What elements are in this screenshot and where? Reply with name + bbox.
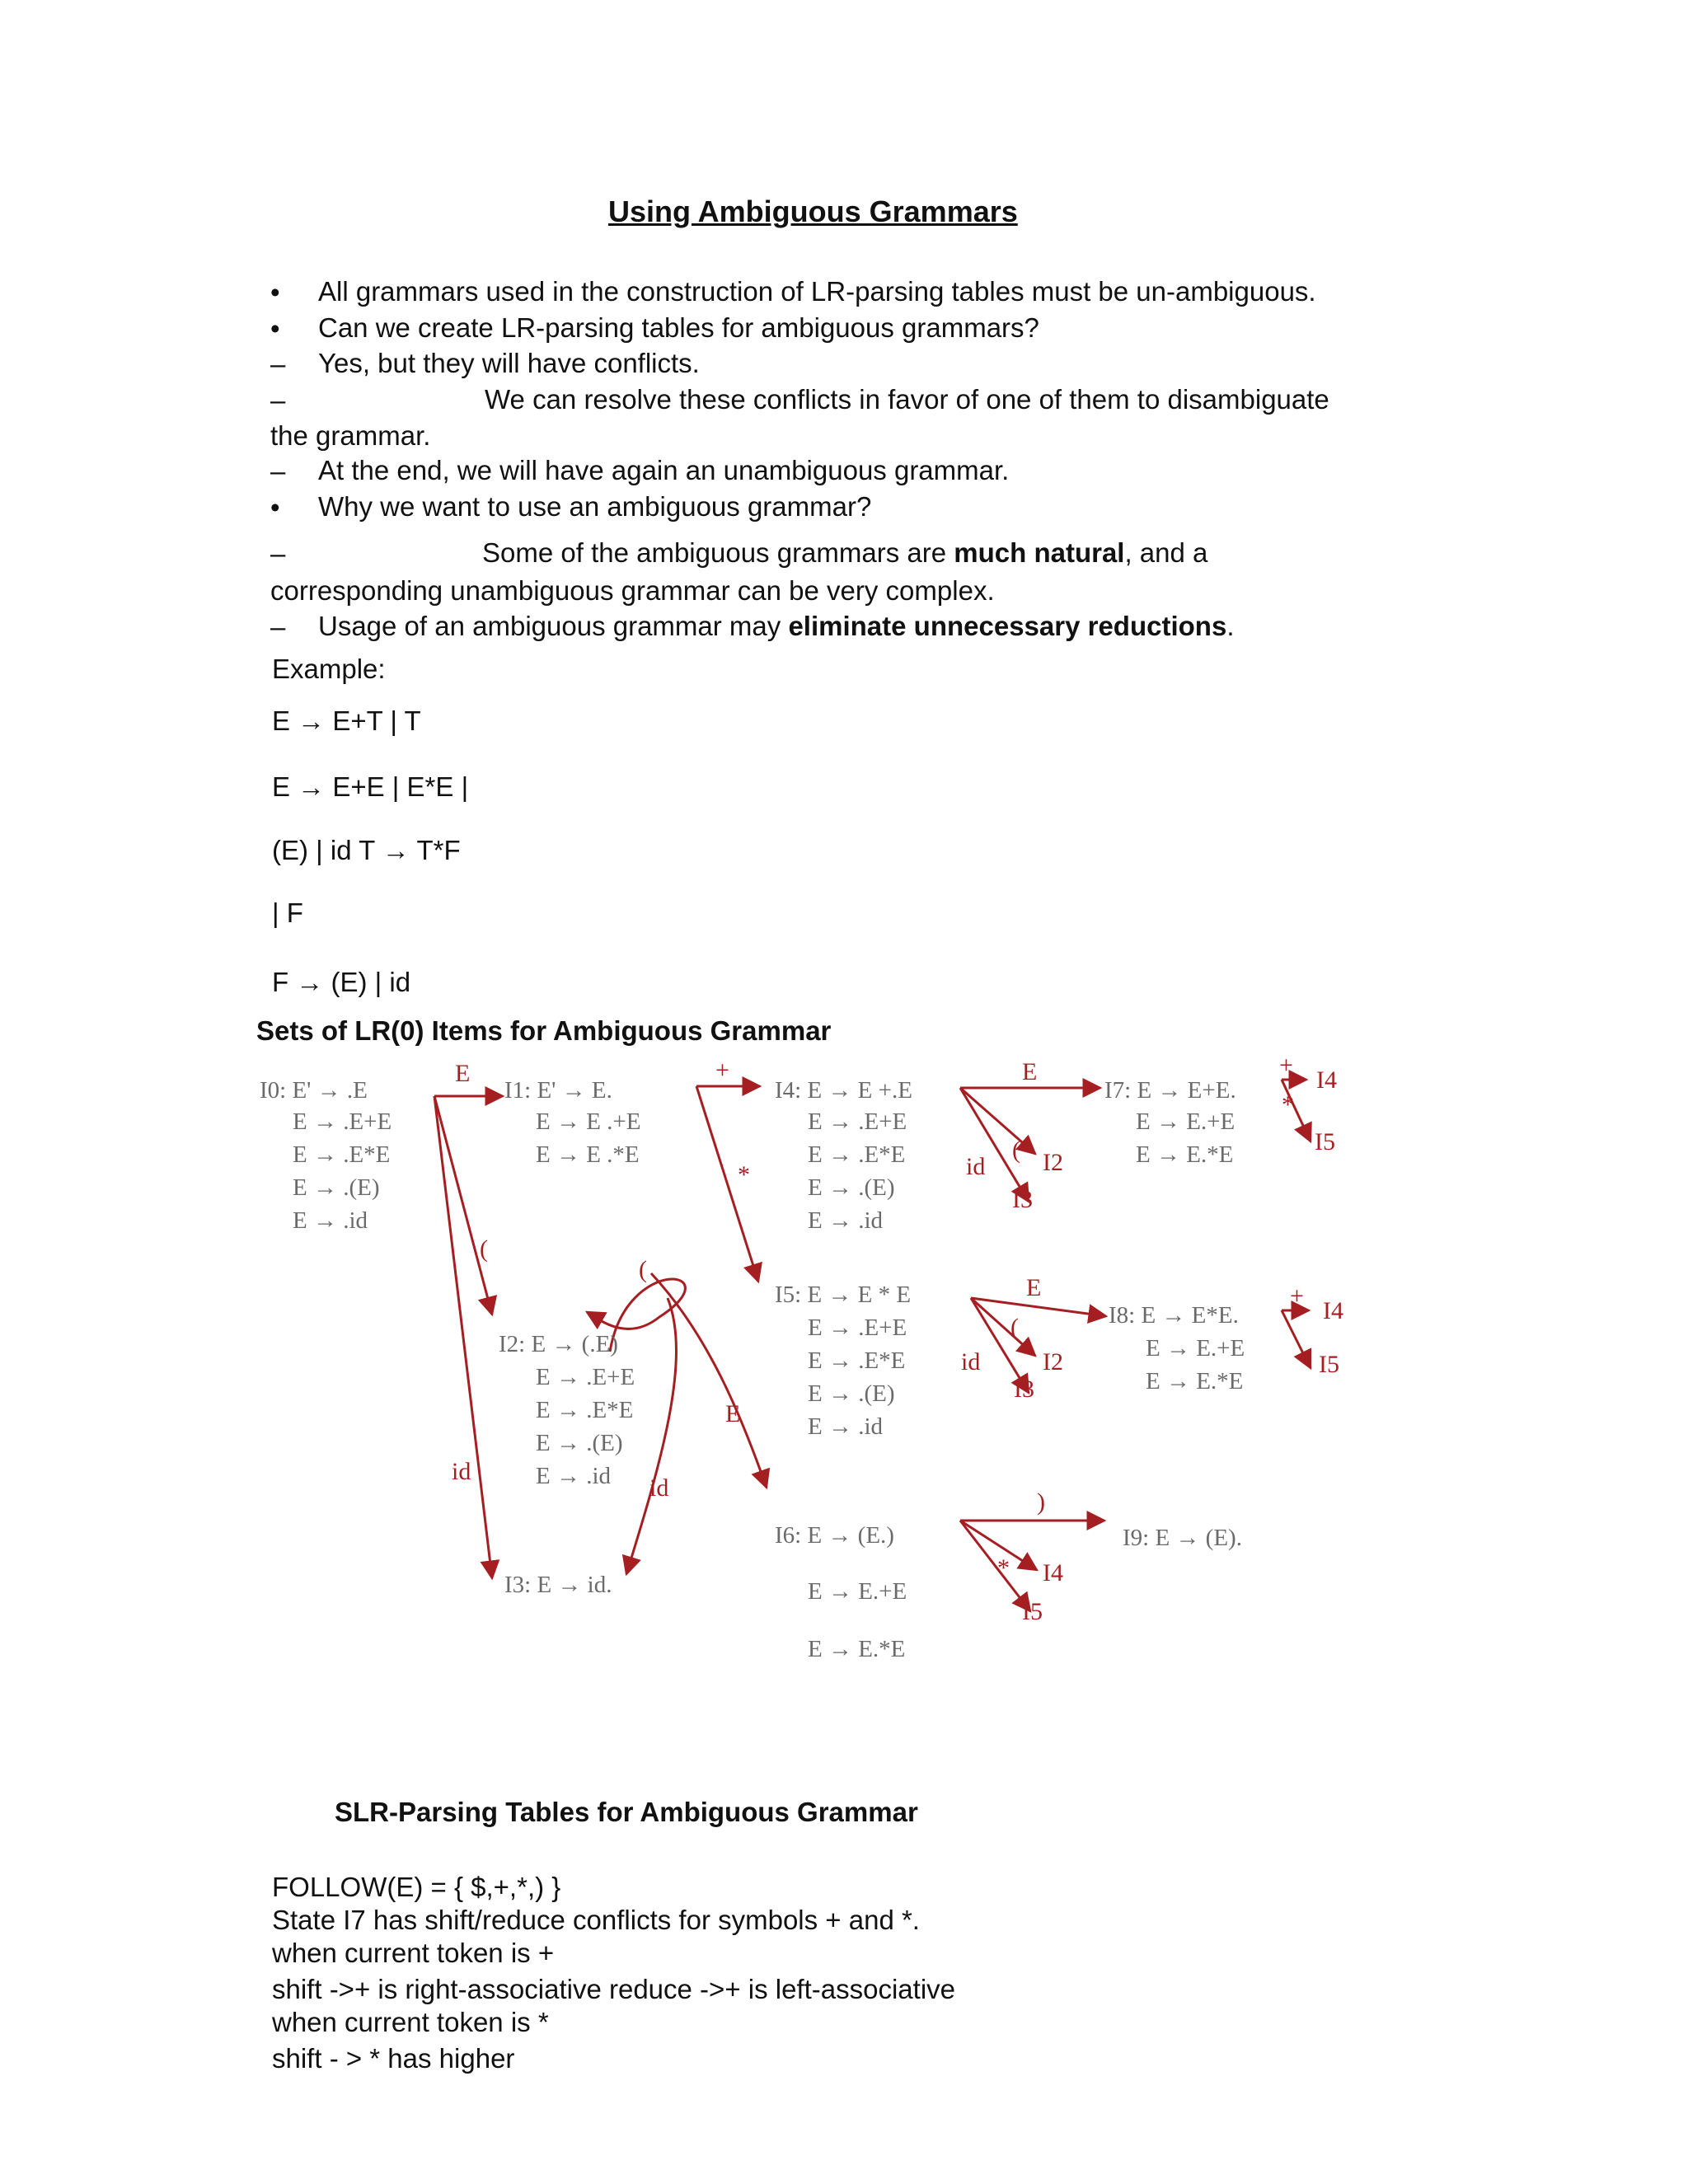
grammar-line: E → E+E | E*E | [272, 771, 469, 802]
state-item: E → E .+E [536, 1108, 641, 1135]
bullet-text: Some of the ambiguous grammars are much natural, and a [482, 537, 1208, 568]
edge-label: I5 [1319, 1351, 1339, 1378]
lr0-heading: Sets of LR(0) Items for Ambiguous Grammar [256, 1015, 832, 1046]
edge-label: I4 [1323, 1297, 1343, 1324]
state-label: I0: E' → .E [260, 1077, 368, 1104]
edge-label: * [738, 1161, 750, 1188]
state-item: E → E.+E [808, 1578, 907, 1605]
state-item: E → .E+E [293, 1108, 392, 1135]
edge-label: ( [1010, 1314, 1019, 1341]
bullet-marker: • [270, 313, 280, 344]
bullet-marker: – [270, 538, 286, 569]
state-label: I7: E → E+E. [1104, 1077, 1236, 1104]
state-item: E → E.*E [1136, 1141, 1234, 1168]
edge-i2-i6 [651, 1273, 767, 1488]
edge-label: I2 [1043, 1149, 1063, 1176]
edge-label: id [649, 1474, 669, 1502]
state-item: E → .id [536, 1463, 612, 1489]
edge-label: + [1290, 1282, 1304, 1310]
bullet-marker: • [270, 492, 280, 523]
edge-i8-i5 [1282, 1310, 1311, 1368]
state-label: I4: E → E +.E [775, 1077, 912, 1104]
edge-i0-i3 [434, 1096, 492, 1578]
edge-label: * [997, 1554, 1010, 1582]
state-label: I9: E → (E). [1123, 1525, 1242, 1551]
grammar-line: | F [272, 898, 303, 928]
state-item: E → .(E) [808, 1174, 895, 1201]
state-item: E → E.+E [1146, 1335, 1245, 1361]
state-item: E → E .*E [536, 1141, 640, 1168]
edge-i0-i2 [434, 1096, 492, 1315]
state-label: I1: E' → E. [504, 1077, 612, 1104]
bullet-text: We can resolve these conflicts in favor of one of them to disambiguate [485, 384, 1329, 415]
state-item: E → .E+E [808, 1315, 907, 1341]
edge-label: I4 [1316, 1066, 1337, 1094]
edge-label: I5 [1022, 1598, 1043, 1625]
state-item: E → .E*E [808, 1141, 906, 1168]
state-item: E → .E+E [536, 1364, 635, 1390]
bullet-text: Yes, but they will have conflicts. [318, 348, 700, 378]
follow-line: shift ->+ is right-associative reduce ->+ is left-associative [272, 1974, 956, 2004]
example-label: Example: [272, 654, 386, 684]
edge-label: E [725, 1400, 741, 1427]
edge-i6-i5 [960, 1521, 1030, 1611]
bullet-text: Usage of an ambiguous grammar may eliminate unnecessary reductions. [318, 611, 1235, 641]
bullet-marker: – [270, 456, 286, 486]
state-item: E → .id [808, 1413, 884, 1440]
follow-line: when current token is * [272, 2007, 549, 2037]
state-label: I3: E → id. [504, 1572, 612, 1598]
edge-label: I5 [1315, 1128, 1335, 1155]
bullet-text: Can we create LR-parsing tables for ambiguous grammars? [318, 312, 1039, 343]
grammar-line: F → (E) | id [272, 967, 411, 997]
follow-line: FOLLOW(E) = { $,+,*,) } [272, 1872, 561, 1902]
state-item: E → .E*E [808, 1347, 906, 1374]
state-item: E → .E+E [808, 1108, 907, 1135]
bullet-text: Why we want to use an ambiguous grammar? [318, 491, 872, 522]
edge-label: + [715, 1057, 729, 1084]
edge-label: id [961, 1348, 981, 1376]
edge-label: ) [1037, 1488, 1045, 1516]
state-item: E → E.*E [1146, 1368, 1244, 1394]
edge-label: I2 [1043, 1348, 1063, 1376]
state-item: E → .E*E [536, 1397, 634, 1423]
slr-heading: SLR-Parsing Tables for Ambiguous Grammar [335, 1797, 918, 1827]
grammar-line: (E) | id T → T*F [272, 835, 461, 865]
edge-label: ( [639, 1256, 647, 1283]
edge-label: E [455, 1060, 471, 1087]
state-label: I8: E → E*E. [1109, 1302, 1239, 1329]
bullet-marker: – [270, 385, 286, 415]
bullet-marker: – [270, 612, 286, 642]
edge-label: ( [1012, 1137, 1020, 1164]
state-item: E → .(E) [536, 1430, 623, 1456]
state-label: I5: E → E * E [775, 1282, 912, 1308]
state-label: I6: E → (E.) [775, 1522, 894, 1549]
edge-label: id [966, 1153, 986, 1180]
bullet-marker: – [270, 349, 286, 379]
bullet-text: At the end, we will have again an unambiguous grammar. [318, 455, 1010, 485]
state-item: E → E.+E [1136, 1108, 1236, 1135]
follow-line: State I7 has shift/reduce conflicts for symbols + and *. [272, 1905, 920, 1935]
state-item: E → .(E) [808, 1380, 895, 1407]
edge-label: E [1026, 1274, 1042, 1301]
grammar-line: E → E+T | T [272, 705, 421, 736]
state-item: E → .(E) [293, 1174, 380, 1201]
state-item: E → .id [808, 1207, 884, 1234]
bullet-text: All grammars used in the construction of LR-parsing tables must be un-ambiguous. [318, 276, 1316, 307]
page-title: Using Ambiguous Grammars [608, 194, 1018, 228]
edge-label: I3 [1012, 1186, 1033, 1213]
edge-i5-i2 [971, 1298, 1035, 1356]
bullet-marker: • [270, 277, 280, 307]
bullet-continuation: corresponding unambiguous grammar can be very complex. [270, 575, 995, 606]
edge-i2-i3 [626, 1298, 676, 1574]
edge-label: + [1279, 1052, 1293, 1079]
state-label: I2: E → (.E) [499, 1331, 618, 1357]
state-item: E → E.*E [808, 1636, 906, 1662]
follow-line: shift - > * has higher [272, 2043, 515, 2074]
edge-label: * [1282, 1091, 1294, 1118]
edge-label: ( [480, 1235, 488, 1263]
edge-i4-i2 [960, 1088, 1035, 1154]
state-item: E → .id [293, 1207, 368, 1234]
bullet-continuation: the grammar. [270, 420, 431, 451]
edge-label: I4 [1043, 1559, 1063, 1586]
follow-line: when current token is + [272, 1938, 555, 1968]
state-item: E → .E*E [293, 1141, 391, 1168]
edge-label: id [452, 1458, 471, 1485]
edge-label: E [1022, 1058, 1038, 1085]
edge-label: I3 [1014, 1376, 1034, 1403]
